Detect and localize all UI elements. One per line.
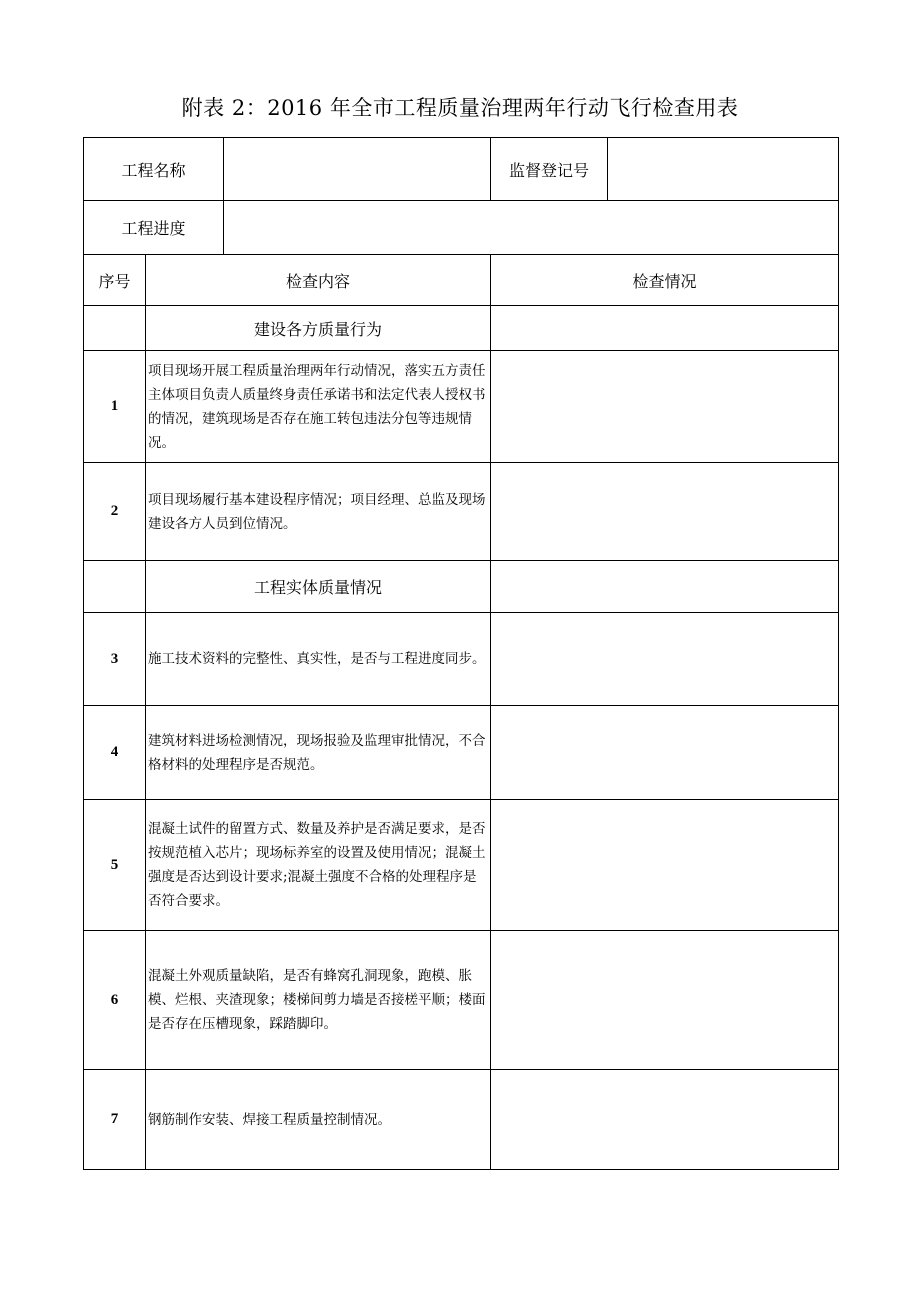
item-number: 3 [84, 613, 146, 706]
section-number-cell [84, 306, 146, 351]
section-result-cell [491, 561, 839, 613]
item-number: 2 [84, 463, 146, 561]
section-header-row [84, 306, 839, 351]
item-result-field[interactable] [491, 613, 839, 706]
table-row [84, 931, 839, 1070]
project-progress-row [84, 201, 839, 255]
item-result-field[interactable] [491, 706, 839, 800]
item-content: 混凝土试件的留置方式、数量及养护是否满足要求，是否按规范植入芯片；现场标养室的设置及使用情况；混凝土强度是否达到设计要求;混凝土强度不合格的处理程序是否符合要求。 [146, 800, 491, 931]
project-name-label: 工程名称 [84, 138, 224, 201]
table-row [84, 613, 839, 706]
item-content: 项目现场履行基本建设程序情况；项目经理、总监及现场建设各方人员到位情况。 [146, 463, 491, 561]
section-heading: 建设各方质量行为 [146, 306, 491, 351]
column-header-content: 检查内容 [146, 255, 491, 306]
item-result-field[interactable] [491, 463, 839, 561]
item-number: 6 [84, 931, 146, 1070]
item-result-field[interactable] [491, 351, 839, 463]
item-number: 1 [84, 351, 146, 463]
column-header-number: 序号 [84, 255, 146, 306]
item-number: 4 [84, 706, 146, 800]
table-row [84, 800, 839, 931]
inspection-table [83, 137, 839, 1170]
section-header-row [84, 561, 839, 613]
table-row [84, 463, 839, 561]
column-header-row [84, 255, 839, 306]
section-number-cell [84, 561, 146, 613]
item-number: 5 [84, 800, 146, 931]
item-content: 施工技术资料的完整性、真实性，是否与工程进度同步。 [146, 613, 491, 706]
registration-number-field[interactable] [608, 138, 839, 201]
section-result-cell [491, 306, 839, 351]
table-row [84, 351, 839, 463]
column-header-result: 检查情况 [491, 255, 839, 306]
item-result-field[interactable] [491, 800, 839, 931]
item-result-field[interactable] [491, 931, 839, 1070]
project-progress-field[interactable] [224, 201, 839, 255]
document-title: 附表 2：2016 年全市工程质量治理两年行动飞行检查用表 [181, 96, 739, 120]
project-progress-label: 工程进度 [84, 201, 224, 255]
item-content: 钢筋制作安装、焊接工程质量控制情况。 [146, 1070, 491, 1170]
section-heading: 工程实体质量情况 [146, 561, 491, 613]
item-result-field[interactable] [491, 1070, 839, 1170]
item-number: 7 [84, 1070, 146, 1170]
project-name-row [84, 138, 839, 201]
project-name-field[interactable] [224, 138, 491, 201]
table-row [84, 706, 839, 800]
item-content: 混凝土外观质量缺陷，是否有蜂窝孔洞现象，跑模、胀模、烂根、夹渣现象；楼梯间剪力墙是否接槎平顺；楼面是否存在压槽现象，踩踏脚印。 [146, 931, 491, 1070]
item-content: 项目现场开展工程质量治理两年行动情况，落实五方责任主体项目负责人质量终身责任承诺书和法定代表人授权书的情况，建筑现场是否存在施工转包违法分包等违规情况。 [146, 351, 491, 463]
registration-number-label: 监督登记号 [491, 138, 608, 201]
item-content: 建筑材料进场检测情况，现场报验及监理审批情况，不合格材料的处理程序是否规范。 [146, 706, 491, 800]
table-row [84, 1070, 839, 1170]
